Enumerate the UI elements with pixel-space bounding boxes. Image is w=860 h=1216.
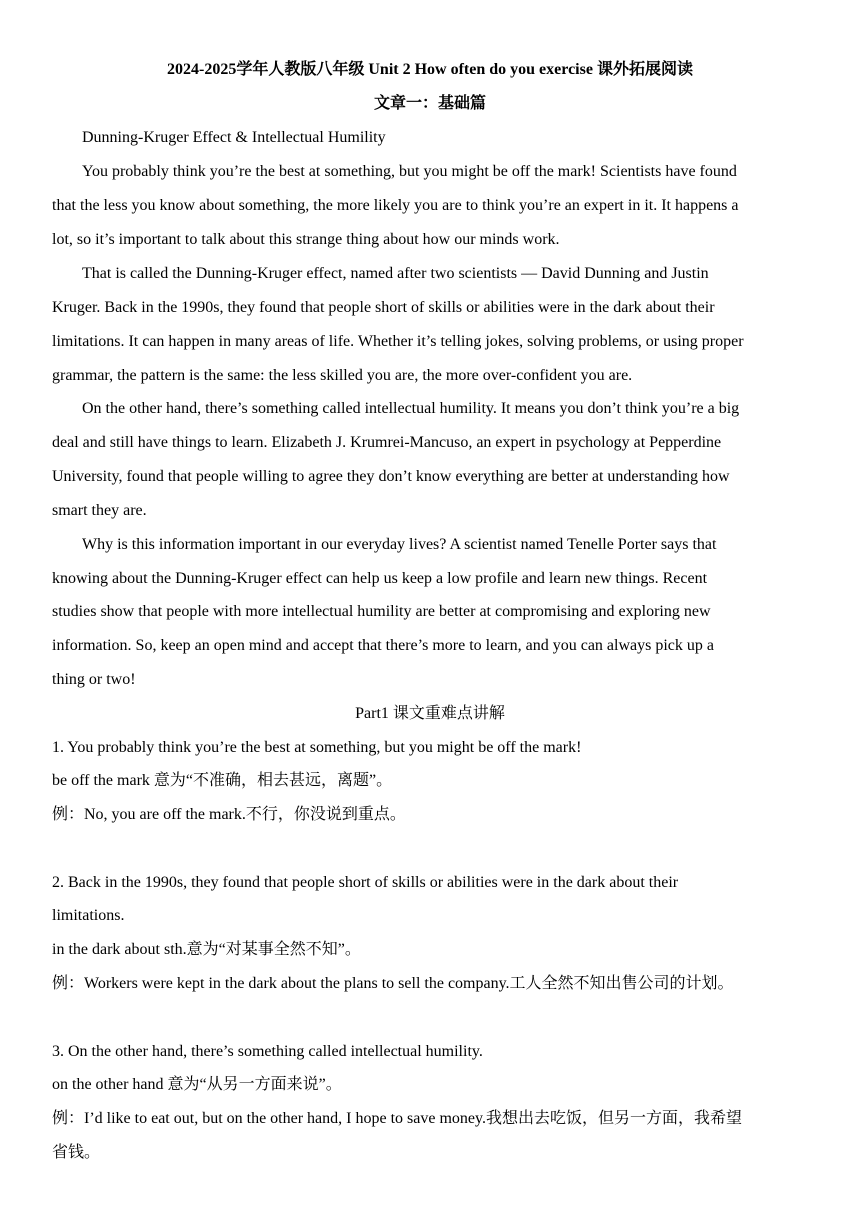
- document-title: 2024-2025学年人教版八年级 Unit 2 How often do you exercise 课外拓展阅读: [167, 61, 693, 78]
- paragraph-line: Why is this information important in our everyday lives? A scientist named Tenelle Porter says that: [82, 536, 717, 553]
- point-sentence: limitations.: [52, 907, 125, 924]
- paragraph-line: knowing about the Dunning-Kruger effect can help us keep a low profile and learn new things. Recent: [52, 570, 708, 587]
- point-sentence: 1. You probably think you’re the best at something, but you might be off the mark!: [52, 739, 582, 756]
- paragraph-line: You probably think you’re the best at something, but you might be off the mark! Scientists have found: [82, 163, 737, 180]
- paragraph-line: information. So, keep an open mind and accept that there’s more to learn, and you can always pick up a: [52, 637, 715, 654]
- section-heading: Part1 课文重难点讲解: [355, 705, 505, 722]
- article-heading: Dunning-Kruger Effect & Intellectual Humility: [82, 129, 386, 146]
- paragraph-line: that the less you know about something, the more likely you are to think you’re an expert in it. It happens a: [52, 197, 739, 214]
- point-sentence: 2. Back in the 1990s, they found that people short of skills or abilities were in the dark about their: [52, 874, 679, 891]
- document-subtitle: 文章一：基础篇: [373, 95, 486, 112]
- point-example: 例：No, you are off the mark.不行，你没说到重点。: [52, 806, 406, 823]
- point-sentence: 3. On the other hand, there’s something called intellectual humility.: [52, 1043, 483, 1060]
- paragraph-line: That is called the Dunning-Kruger effect, named after two scientists — David Dunning and Justin: [82, 265, 709, 282]
- paragraph-line: Kruger. Back in the 1990s, they found that people short of skills or abilities were in the dark about their: [52, 299, 715, 316]
- point-meaning: on the other hand 意为“从另一方面来说”。: [52, 1076, 342, 1093]
- point-example: 省钱。: [52, 1144, 101, 1161]
- point-example: 例：Workers were kept in the dark about the plans to sell the company.工人全然不知出售公司的计划。: [52, 975, 734, 992]
- paragraph-line: lot, so it’s important to talk about this strange thing about how our minds work.: [52, 231, 560, 248]
- paragraph-line: grammar, the pattern is the same: the less skilled you are, the more over-confident you are.: [52, 367, 633, 384]
- paragraph-line: studies show that people with more intellectual humility are better at compromising and exploring new: [52, 603, 711, 620]
- point-meaning: in the dark about sth.意为“对某事全然不知”。: [52, 941, 361, 958]
- paragraph-line: smart they are.: [52, 502, 147, 519]
- paragraph-line: thing or two!: [52, 671, 136, 688]
- paragraph-line: limitations. It can happen in many areas of life. Whether it’s telling jokes, solving problems, or using proper: [52, 333, 744, 350]
- point-meaning: be off the mark 意为“不准确，相去甚远，离题”。: [52, 772, 393, 789]
- paragraph-line: deal and still have things to learn. Elizabeth J. Krumrei-Mancuso, an expert in psychology at Pepperdine: [52, 434, 722, 451]
- point-example: 例：I’d like to eat out, but on the other hand, I hope to save money.我想出去吃饭，但另一方面，我希望: [52, 1110, 742, 1127]
- paragraph-line: University, found that people willing to agree they don’t know everything are better at understanding how: [52, 468, 730, 485]
- paragraph-line: On the other hand, there’s something called intellectual humility. It means you don’t think you’re a big: [82, 400, 740, 417]
